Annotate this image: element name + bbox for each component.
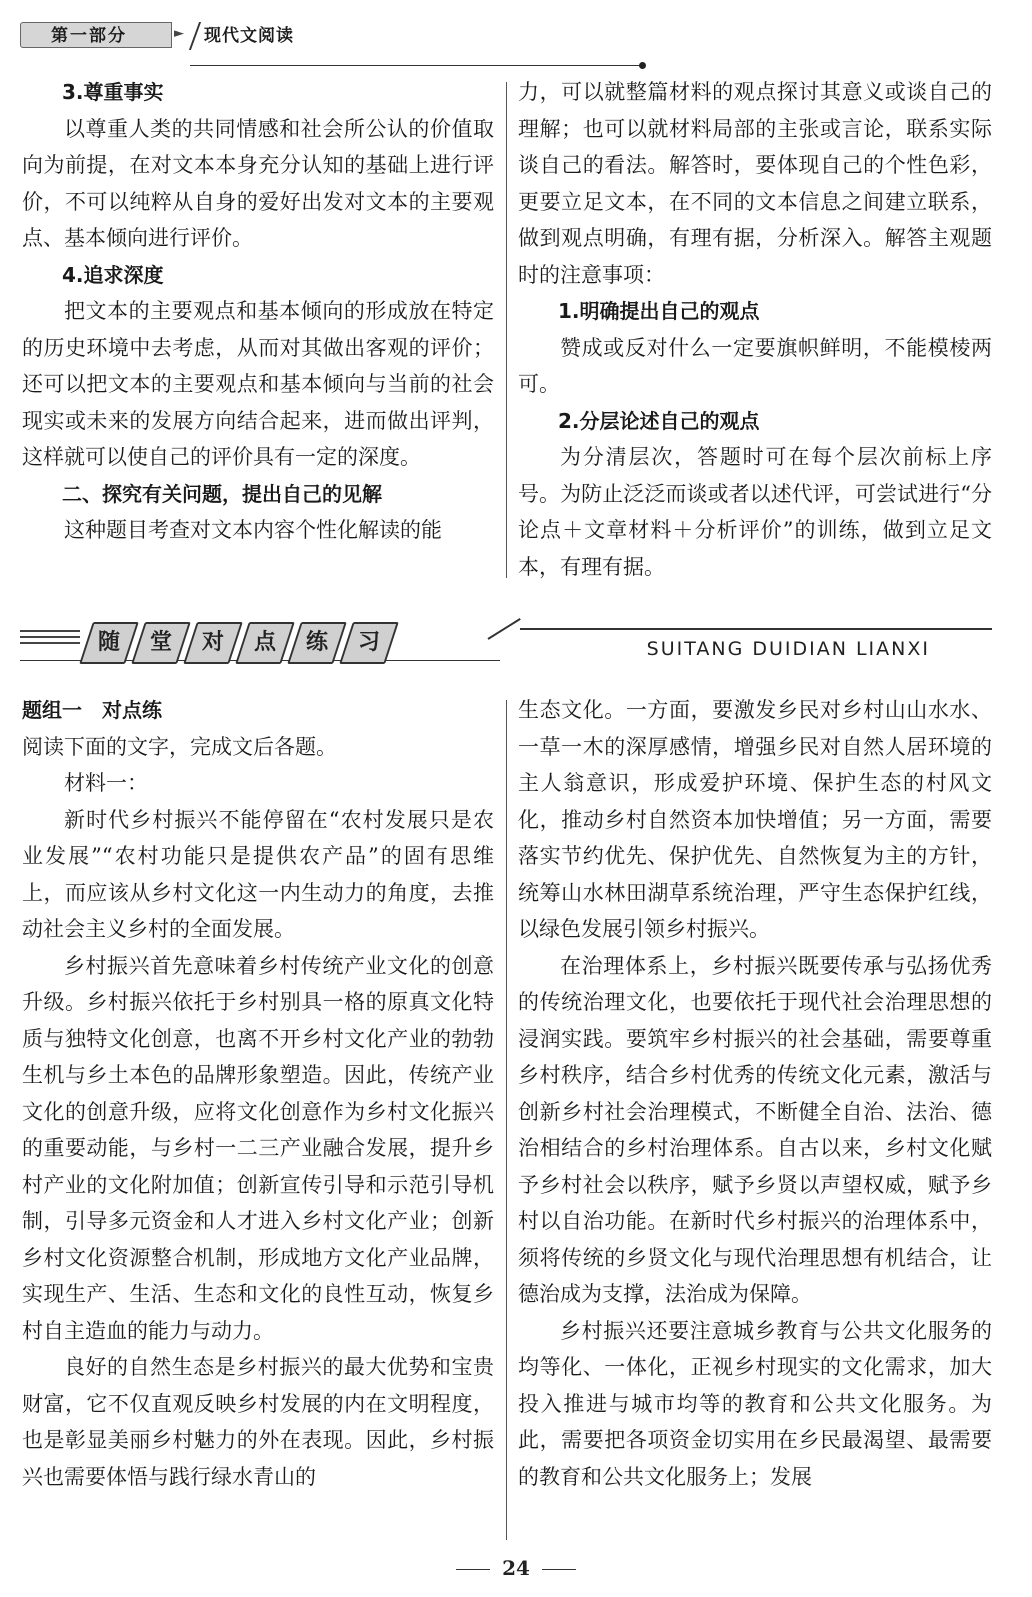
section2-left-column xyxy=(22,692,494,1495)
banner-char: 练 xyxy=(305,630,328,655)
section-label: 现代文阅读 xyxy=(204,26,294,46)
banner-char-box xyxy=(339,622,399,664)
section-heading: 1.明确提出自己的观点 xyxy=(558,299,760,323)
section2-right-column xyxy=(518,692,992,1495)
banner-char-box xyxy=(183,622,243,664)
paragraph: 乡村振兴还要注意城乡教育与公共文化服务的均等化、一体化，正视乡村现实的文化需求，加大投入推进与城市均等的教育和公共文化服务。为此，需要把各项资金切实用在乡民最渴望、最需要的教育和公共文化服务上；发展 xyxy=(518,1318,992,1489)
section-heading: 2.分层论述自己的观点 xyxy=(558,408,760,433)
paragraph: 阅读下面的文字，完成文后各题。 xyxy=(22,734,337,759)
paragraph: 力，可以就整篇材料的观点探讨其意义或谈自己的理解；也可以就材料局部的主张或言论，联系实际谈自己的看法。解答时，要体现自己的个性色彩，更要立足文本，在不同的文本信息之间建立联系，做到观点明确，有理有据，分析深入。解答主观题时的注意事项： xyxy=(518,80,992,287)
paragraph: 材料一： xyxy=(64,771,148,795)
practice-banner xyxy=(20,620,992,668)
header-slash xyxy=(189,22,201,50)
section-heading: 题组一 对点练 xyxy=(22,698,162,722)
banner-char: 随 xyxy=(97,630,120,655)
column-divider xyxy=(506,82,507,578)
banner-char: 对 xyxy=(201,630,224,655)
section1-left-column xyxy=(22,74,494,549)
footer-dash xyxy=(542,1569,576,1570)
column-divider xyxy=(506,700,507,1540)
banner-char-box xyxy=(131,622,191,664)
banner-lines xyxy=(20,630,80,656)
banner-char: 堂 xyxy=(149,630,172,655)
banner-char-box xyxy=(79,622,139,664)
banner-char-box xyxy=(287,622,347,664)
banner-english-title: SUITANG DUIDIAN LIANXI xyxy=(646,638,930,660)
header-rule xyxy=(190,65,642,66)
paragraph: 乡村振兴首先意味着乡村传统产业文化的创意升级。乡村振兴依托于乡村别具一格的原真文化特质与独特文化创意，也离不开乡村文化产业的勃勃生机与乡土本色的品牌形象塑造。因此，传统产业文化的创意升级，应将文化创意作为乡村文化振兴的重要动能，与乡村一二三产业融合发展，提升乡村产业的文化附加值；创新宣传引导和示范引导机制，引导多元资金和人才进入乡村文化产业；创新乡村文化资源整合机制，形成地方文化产业品牌，实现生产、生活、生态和文化的良性互动，恢复乡村自主造血的能力与动力。 xyxy=(22,953,494,1343)
section-heading: 4.追求深度 xyxy=(62,262,164,287)
page-footer xyxy=(0,1556,1032,1580)
paragraph: 生态文化。一方面，要激发乡民对乡村山山水水、一草一木的深厚感情，增强乡民对自然人居环境的主人翁意识，形成爱护环境、保护生态的村风文化，推动乡村自然资本加快增值；另一方面，需要落实节约优先、保护优先、自然恢复为主的方针，统筹山水林田湖草系统治理，严守生态保护红线，以绿色发展引领乡村振兴。 xyxy=(518,698,992,941)
banner-slant xyxy=(487,618,520,640)
paragraph: 新时代乡村振兴不能停留在“农村发展只是农业发展”“农村功能只是提供农产品”的固有思维上，而应该从乡村文化这一内生动力的角度，去推动社会主义乡村的全面发展。 xyxy=(22,807,494,941)
banner-char: 习 xyxy=(357,630,380,655)
footer-dash xyxy=(456,1569,490,1570)
paragraph: 赞成或反对什么一定要旗帜鲜明，不能模棱两可。 xyxy=(518,335,992,396)
part-label: 第一部分 xyxy=(20,22,172,48)
section1-right-column xyxy=(518,74,992,585)
running-header xyxy=(20,22,632,52)
banner-char: 点 xyxy=(253,630,276,655)
arrow-icon: ► xyxy=(174,26,184,41)
paragraph: 在治理体系上，乡村振兴既要传承与弘扬优秀的传统治理文化，也要依托于现代社会治理思想的浸润实践。要筑牢乡村振兴的社会基础，需要尊重乡村秩序，结合乡村优秀的传统文化元素，激活与创新乡村社会治理模式，不断健全自治、法治、德治相结合的乡村治理体系。自古以来，乡村文化赋予乡村社会以秩序，赋予乡贤以声望权威，赋予乡村以自治功能。在新时代乡村振兴的治理体系中，须将传统的乡贤文化与现代治理思想有机结合，让德治成为支撑，法治成为保障。 xyxy=(518,953,992,1306)
paragraph: 把文本的主要观点和基本倾向的形成放在特定的历史环境中去考虑，从而对其做出客观的评价；还可以把文本的主要观点和基本倾向与当前的社会现实或未来的发展方向结合起来，进而做出评判，这样就可以使自己的评价具有一定的深度。 xyxy=(22,299,494,469)
banner-char-box xyxy=(235,622,295,664)
page-number: 24 xyxy=(502,1556,530,1580)
paragraph: 良好的自然生态是乡村振兴的最大优势和宝贵财富，它不仅直观反映乡村发展的内在文明程度，也是彰显美丽乡村魅力的外在表现。因此，乡村振兴也需要体悟与践行绿水青山的 xyxy=(22,1355,494,1489)
section-heading: 二、探究有关问题，提出自己的见解 xyxy=(62,481,382,506)
paragraph: 这种题目考查对文本内容个性化解读的能 xyxy=(64,518,442,542)
paragraph: 为分清层次，答题时可在每个层次前标上序号。为防止泛泛而谈或者以述代评，可尝试进行“分论点＋文章材料＋分析评价”的训练，做到立足文本，有理有据。 xyxy=(518,445,992,579)
header-dot-icon xyxy=(639,62,646,69)
paragraph: 以尊重人类的共同情感和社会所公认的价值取向为前提，在对文本本身充分认知的基础上进行评价，不可以纯粹从自身的爱好出发对文本的主要观点、基本倾向进行评价。 xyxy=(22,116,494,250)
section-heading: 3.尊重事实 xyxy=(62,80,164,104)
banner-topline xyxy=(520,628,992,630)
